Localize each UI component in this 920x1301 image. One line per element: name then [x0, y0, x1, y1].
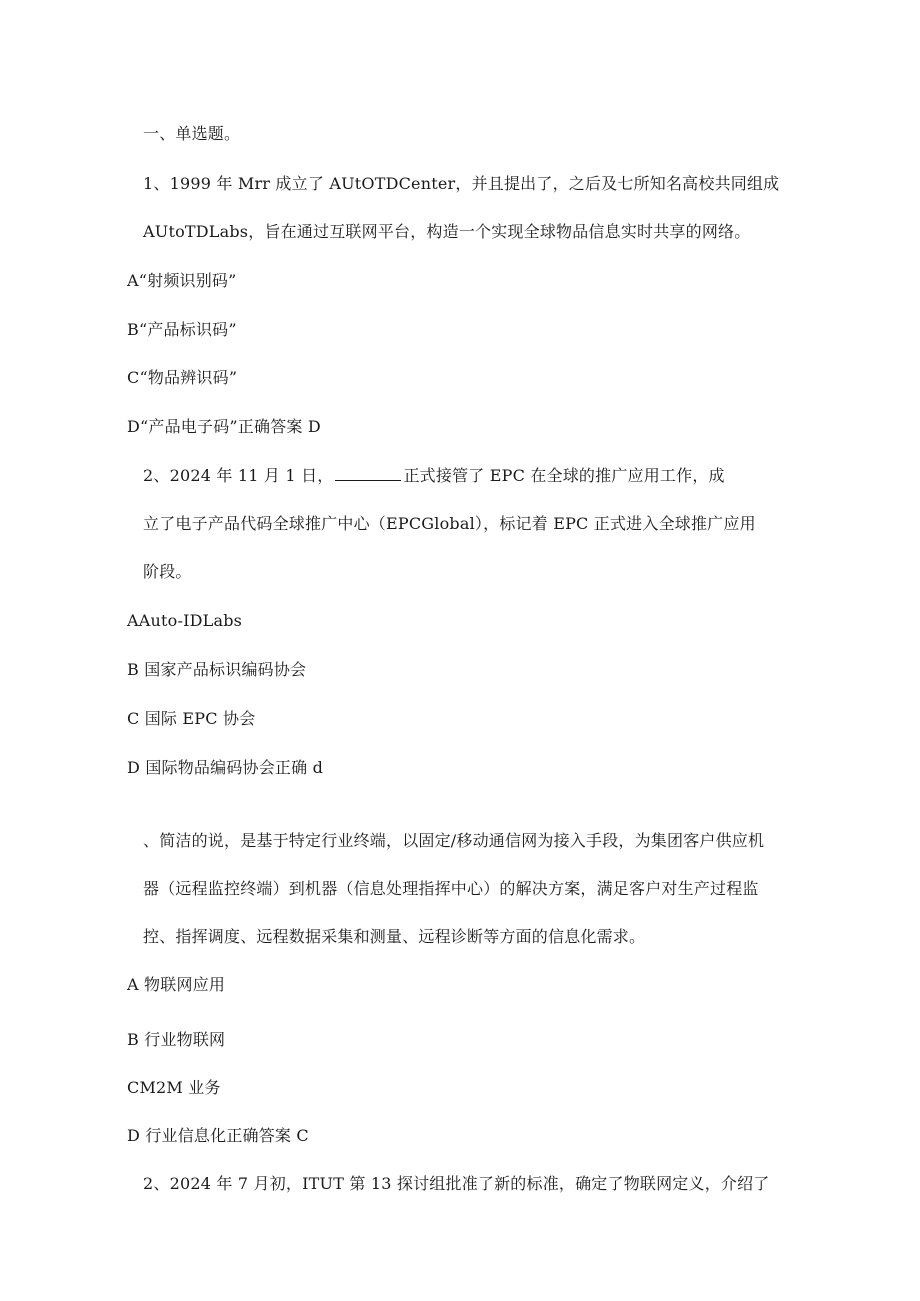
q1-option-b: B“产品标识码” — [127, 320, 237, 339]
q2-option-c: C 国际 EPC 协会 — [127, 709, 256, 728]
q2-text-line-2: 立了电子产品代码全球推广中心（EPCGlobal），标记着 EPC 正式进入全球推广应用 — [143, 514, 756, 533]
q2-option-a: AAuto-IDLabs — [127, 611, 243, 630]
q2-text-after-blank: 正式接管了 EPC 在全球的推广应用工作，成 — [403, 466, 725, 485]
q3-text-line-3: 控、指挥调度、远程数据采集和测量、远程诊断等方面的信息化需求。 — [143, 927, 646, 946]
q4-text-line-1: 2、2024 年 7 月初，ITUT 第 13 探讨组批准了新的标准，确定了物联网定义，介绍了 — [143, 1174, 770, 1193]
q1-option-a: A“射频识别码” — [127, 271, 237, 290]
q2-text-line-3: 阶段。 — [143, 562, 192, 581]
q3-text-line-1: 、简洁的说，是基于特定行业终端，以固定/移动通信网为接入手段，为集团客户供应机 — [143, 831, 765, 850]
q2-text-before-blank: 2、2024 年 11 月 1 日， — [143, 466, 334, 485]
q2-option-d-answer: D 国际物品编码协会正确 d — [127, 758, 324, 777]
q2-option-b: B 国家产品标识编码协会 — [127, 660, 307, 679]
q1-option-d-answer: D“产品电子码”正确答案 D — [127, 417, 321, 436]
q1-text-line-2: AUtoTDLabs，旨在通过互联网平台，构造一个实现全球物品信息实时共享的网络。 — [143, 222, 751, 241]
q3-option-d-answer: D 行业信息化正确答案 C — [127, 1126, 309, 1145]
fill-in-blank — [335, 466, 401, 481]
q3-option-b: B 行业物联网 — [127, 1030, 226, 1049]
section-heading: 一、单选题。 — [143, 124, 241, 143]
q2-text-line-1 — [143, 466, 725, 486]
q3-option-c: CM2M 业务 — [127, 1078, 221, 1097]
q3-text-line-2: 器（远程监控终端）到机器（信息处理指挥中心）的解决方案，满足客户对生产过程监 — [143, 879, 759, 898]
q1-text-line-1: 1、1999 年 Mrr 成立了 AUtOTDCenter，并且提出了，之后及七所知名高校共同组成 — [143, 174, 780, 193]
q1-option-c: C“物品辨识码” — [127, 368, 238, 387]
q3-option-a: A 物联网应用 — [127, 975, 226, 994]
